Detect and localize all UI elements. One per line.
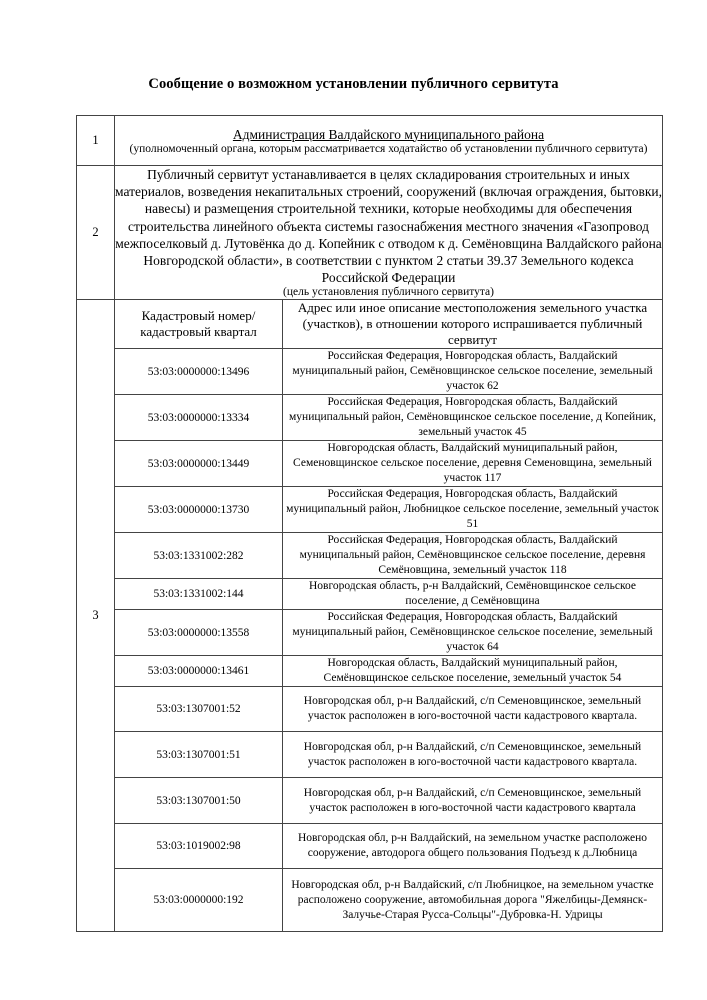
- cadastral-number: 53:03:0000000:13449: [115, 441, 283, 487]
- cadastral-number: 53:03:0000000:13730: [115, 487, 283, 533]
- parcel-address: Новгородская обл, р-н Валдайский, с/п Семеновщинское, земельный участок расположен в юго-восточной части кадастрового квартала: [283, 778, 663, 824]
- purpose-cell: [115, 166, 663, 300]
- servitude-table: [76, 115, 663, 932]
- parcel-address: Новгородская область, р-н Валдайский, Семёновщинское сельское поселение, д Семёновщина: [283, 579, 663, 610]
- parcel-row: [115, 579, 662, 610]
- parcel-address: Российская Федерация, Новгородская область, Валдайский муниципальный район, Семёновщинское сельское поселение, деревня Семёновщина, земельный участок 118: [283, 533, 663, 579]
- row-number: 3: [77, 300, 115, 932]
- row-2: [77, 166, 663, 300]
- authority-name: Администрация Валдайского муниципального района: [232, 126, 545, 142]
- cadastral-number: 53:03:1307001:51: [115, 732, 283, 778]
- cadastral-number: 53:03:1331002:144: [115, 579, 283, 610]
- cadastral-number: 53:03:1331002:282: [115, 533, 283, 579]
- row-number: 1: [77, 116, 115, 166]
- parcel-address: Новгородская область, Валдайский муниципальный район, Семёновщинское сельское поселение, земельный участок 54: [283, 656, 663, 687]
- cadastral-number: 53:03:1307001:52: [115, 687, 283, 732]
- parcels-cell: [115, 300, 663, 932]
- parcel-address: Новгородская обл, р-н Валдайский, на земельном участке расположено сооружение, автодорога общего пользования Подъезд к д.Любница: [283, 824, 663, 869]
- authority-cell: [115, 116, 663, 166]
- parcel-address: Новгородская обл, р-н Валдайский, с/п Семеновщинское, земельный участок расположен в юго-восточной части кадастрового квартала.: [283, 687, 663, 732]
- cadastral-number: 53:03:1307001:50: [115, 778, 283, 824]
- parcel-row: [115, 441, 662, 487]
- parcel-row: [115, 487, 662, 533]
- parcel-row: [115, 533, 662, 579]
- parcel-row: [115, 824, 662, 869]
- purpose-text: Публичный сервитут устанавливается в целях складирования строительных и иных материалов, возведения некапитальных строений, сооружений (включая ограждения, бытовки, навесы) и размещения строительной техники, которые необходимы для обеспечения строительства линейного объекта системы газоснабжения местного значения «Газопровод межпоселковый д. Лутовёнка до д. Копейник с отводом к д. Семёновщина Валдайского района Новгородской области», в соответствии с пунктом 2 статьи 39.37 Земельного кодекса Российской Федерации: [115, 167, 663, 286]
- parcel-row: [115, 687, 662, 732]
- parcel-row: [115, 732, 662, 778]
- parcel-address: Новгородская обл, р-н Валдайский, с/п Любницкое, на земельном участке расположено сооружение, автомобильная дорога "Яжелбицы-Демянск-Залучье-Старая Русса-Сольцы"-Дубровка-Н. Удрицы: [283, 869, 663, 931]
- parcel-row: [115, 656, 662, 687]
- cadastral-number: 53:03:0000000:13461: [115, 656, 283, 687]
- parcel-address: Российская Федерация, Новгородская область, Валдайский муниципальный район, Семёновщинское сельское поселение, земельный участок 64: [283, 610, 663, 656]
- parcel-row: [115, 869, 662, 931]
- parcel-row: [115, 395, 662, 441]
- parcel-address: Российская Федерация, Новгородская область, Валдайский муниципальный район, Семёновщинское сельское поселение, д Копейник, земельный участок 45: [283, 395, 663, 441]
- parcels-header-row: [115, 300, 662, 349]
- parcel-row: [115, 349, 662, 395]
- row-3: [77, 300, 663, 932]
- parcel-address: Новгородская область, Валдайский муниципальный район, Семеновщинское сельское поселение, деревня Семеновщина, земельный участок 117: [283, 441, 663, 487]
- address-header: Адрес или иное описание местоположения земельного участка (участков), в отношении которого испрашивается публичный сервитут: [283, 300, 663, 349]
- parcel-address: Российская Федерация, Новгородская область, Валдайский муниципальный район, Любницкое сельское поселение, земельный участок 51: [283, 487, 663, 533]
- parcel-address: Новгородская обл, р-н Валдайский, с/п Семеновщинское, земельный участок расположен в юго-восточной части кадастрового квартала.: [283, 732, 663, 778]
- cadastral-number: 53:03:0000000:13496: [115, 349, 283, 395]
- row-1: [77, 116, 663, 166]
- parcel-row: [115, 778, 662, 824]
- authority-caption: (уполномоченный органа, которым рассматривается ходатайство об установлении публичного сервитута): [129, 142, 648, 155]
- parcel-address: Российская Федерация, Новгородская область, Валдайский муниципальный район, Семёновщинское сельское поселение, земельный участок 62: [283, 349, 663, 395]
- parcel-row: [115, 610, 662, 656]
- cadastral-header: Кадастровый номер/кадастровый квартал: [115, 300, 283, 349]
- cadastral-number: 53:03:0000000:192: [115, 869, 283, 931]
- document-title: Сообщение о возможном установлении публичного сервитута: [148, 76, 559, 92]
- cadastral-number: 53:03:0000000:13558: [115, 610, 283, 656]
- parcels-table: [115, 300, 662, 931]
- cadastral-number: 53:03:0000000:13334: [115, 395, 283, 441]
- purpose-caption: (цель установления публичного сервитута): [283, 286, 494, 299]
- row-number: 2: [77, 166, 115, 300]
- cadastral-number: 53:03:1019002:98: [115, 824, 283, 869]
